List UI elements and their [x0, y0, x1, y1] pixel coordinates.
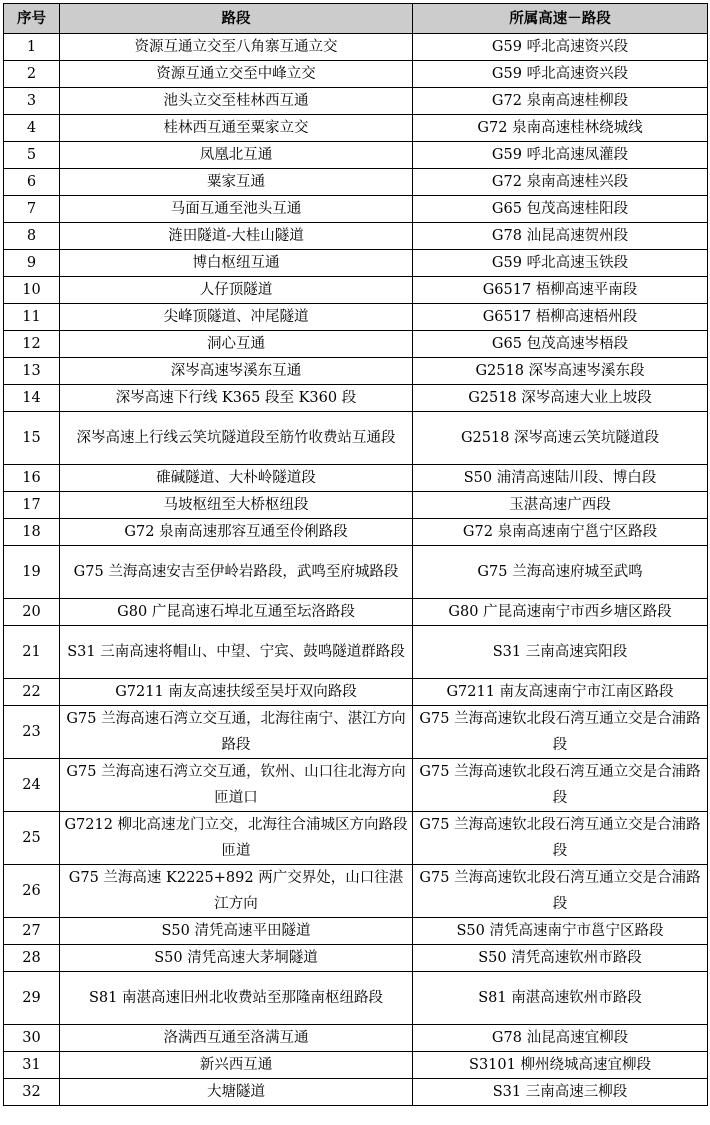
road-section-cell: 粟家互通: [60, 169, 413, 196]
highway-section-cell: S3101 柳州绕城高速宜柳段: [413, 1052, 708, 1079]
serial-number-cell: 4: [4, 115, 60, 142]
table-row: [4, 918, 708, 945]
highway-section-cell: S31 三南高速宾阳段: [413, 626, 708, 679]
road-section-cell: 尖峰顶隧道、冲尾隧道: [60, 304, 413, 331]
table-row: [4, 945, 708, 972]
serial-number-cell: 10: [4, 277, 60, 304]
serial-number-cell: 21: [4, 626, 60, 679]
serial-number-cell: 18: [4, 519, 60, 546]
table-row: [4, 304, 708, 331]
highway-section-cell: S50 清凭高速南宁市邕宁区路段: [413, 918, 708, 945]
road-section-cell: 新兴西互通: [60, 1052, 413, 1079]
serial-number-cell: 9: [4, 250, 60, 277]
serial-number-cell: 27: [4, 918, 60, 945]
table-row: [4, 1025, 708, 1052]
road-sections-table: [3, 3, 708, 1106]
table-row: [4, 972, 708, 1025]
road-section-cell: G72 泉南高速那容互通至伶俐路段: [60, 519, 413, 546]
table-row: [4, 599, 708, 626]
road-section-cell: S50 清凭高速大茅垌隧道: [60, 945, 413, 972]
road-section-cell: G80 广昆高速石埠北互通至坛洛路段: [60, 599, 413, 626]
road-section-cell: 资源互通立交至中峰立交: [60, 61, 413, 88]
serial-number-cell: 32: [4, 1079, 60, 1106]
highway-section-cell: G75 兰海高速钦北段石湾互通立交是合浦路段: [413, 812, 708, 865]
highway-section-cell: G2518 深岑高速大业上坡段: [413, 385, 708, 412]
serial-number-cell: 6: [4, 169, 60, 196]
table-row: [4, 358, 708, 385]
serial-number-cell: 14: [4, 385, 60, 412]
road-section-cell: 深岑高速上行线云笑坑隧道段至筋竹收费站互通段: [60, 412, 413, 465]
header-highway-section: 所属高速－路段: [413, 4, 708, 34]
serial-number-cell: 13: [4, 358, 60, 385]
highway-section-cell: G72 泉南高速桂柳段: [413, 88, 708, 115]
table-row: [4, 1052, 708, 1079]
table-row: [4, 492, 708, 519]
highway-section-cell: G75 兰海高速府城至武鸣: [413, 546, 708, 599]
road-section-cell: G75 兰海高速石湾立交互通，北海往南宁、湛江方向路段: [60, 706, 413, 759]
serial-number-cell: 5: [4, 142, 60, 169]
table-row: [4, 142, 708, 169]
road-section-cell: 碓碱隧道、大朴岭隧道段: [60, 465, 413, 492]
table-row: [4, 385, 708, 412]
serial-number-cell: 31: [4, 1052, 60, 1079]
table-row: [4, 277, 708, 304]
road-section-cell: 凤凰北互通: [60, 142, 413, 169]
road-section-cell: 洞心互通: [60, 331, 413, 358]
highway-section-cell: S50 清凭高速钦州市路段: [413, 945, 708, 972]
serial-number-cell: 20: [4, 599, 60, 626]
table-row: [4, 626, 708, 679]
road-section-cell: 人仔顶隧道: [60, 277, 413, 304]
table-row: [4, 519, 708, 546]
road-section-cell: 深岑高速下行线 K365 段至 K360 段: [60, 385, 413, 412]
highway-section-cell: S50 浦清高速陆川段、博白段: [413, 465, 708, 492]
table-row: [4, 250, 708, 277]
table-row: [4, 169, 708, 196]
highway-section-cell: G75 兰海高速钦北段石湾互通立交是合浦路段: [413, 759, 708, 812]
road-section-cell: 博白枢纽互通: [60, 250, 413, 277]
road-section-cell: G75 兰海高速石湾立交互通，钦州、山口往北海方向匝道口: [60, 759, 413, 812]
highway-section-cell: G6517 梧柳高速梧州段: [413, 304, 708, 331]
road-section-cell: S81 南湛高速旧州北收费站至那隆南枢纽路段: [60, 972, 413, 1025]
highway-section-cell: S31 三南高速三柳段: [413, 1079, 708, 1106]
table-row: [4, 679, 708, 706]
serial-number-cell: 3: [4, 88, 60, 115]
table-row: [4, 34, 708, 61]
serial-number-cell: 30: [4, 1025, 60, 1052]
highway-section-cell: G72 泉南高速桂林绕城线: [413, 115, 708, 142]
road-section-cell: G75 兰海高速安吉至伊岭岩路段，武鸣至府城路段: [60, 546, 413, 599]
highway-section-cell: G7211 南友高速南宁市江南区路段: [413, 679, 708, 706]
serial-number-cell: 17: [4, 492, 60, 519]
table-row: [4, 759, 708, 812]
serial-number-cell: 15: [4, 412, 60, 465]
table-row: [4, 706, 708, 759]
highway-section-cell: G65 包茂高速桂阳段: [413, 196, 708, 223]
highway-section-cell: G72 泉南高速南宁邕宁区路段: [413, 519, 708, 546]
serial-number-cell: 19: [4, 546, 60, 599]
road-section-cell: 马面互通至池头互通: [60, 196, 413, 223]
road-section-cell: 马坡枢纽至大桥枢纽段: [60, 492, 413, 519]
header-serial-number: 序号: [4, 4, 60, 34]
highway-section-cell: G80 广昆高速南宁市西乡塘区路段: [413, 599, 708, 626]
serial-number-cell: 12: [4, 331, 60, 358]
road-section-cell: 桂林西互通至粟家立交: [60, 115, 413, 142]
serial-number-cell: 24: [4, 759, 60, 812]
serial-number-cell: 16: [4, 465, 60, 492]
table-row: [4, 546, 708, 599]
road-section-cell: 涟田隧道-大桂山隧道: [60, 223, 413, 250]
road-section-cell: G75 兰海高速 K2225+892 两广交界处，山口往湛江方向: [60, 865, 413, 918]
highway-section-cell: G6517 梧柳高速平南段: [413, 277, 708, 304]
table-row: [4, 223, 708, 250]
table-row: [4, 331, 708, 358]
road-section-cell: S50 清凭高速平田隧道: [60, 918, 413, 945]
serial-number-cell: 11: [4, 304, 60, 331]
highway-section-cell: 玉湛高速广西段: [413, 492, 708, 519]
road-section-cell: 资源互通立交至八角寨互通立交: [60, 34, 413, 61]
highway-section-cell: G72 泉南高速桂兴段: [413, 169, 708, 196]
highway-section-cell: G65 包茂高速岑梧段: [413, 331, 708, 358]
table-row: [4, 61, 708, 88]
highway-section-cell: G78 汕昆高速宜柳段: [413, 1025, 708, 1052]
table-row: [4, 88, 708, 115]
table-row: [4, 196, 708, 223]
highway-section-cell: G59 呼北高速凤灌段: [413, 142, 708, 169]
serial-number-cell: 28: [4, 945, 60, 972]
road-section-cell: 池头立交至桂林西互通: [60, 88, 413, 115]
highway-section-cell: G59 呼北高速资兴段: [413, 34, 708, 61]
header-road-section: 路段: [60, 4, 413, 34]
table-row: [4, 115, 708, 142]
highway-section-cell: G59 呼北高速玉铁段: [413, 250, 708, 277]
serial-number-cell: 26: [4, 865, 60, 918]
highway-section-cell: G59 呼北高速资兴段: [413, 61, 708, 88]
road-section-cell: 深岑高速岑溪东互通: [60, 358, 413, 385]
table-row: [4, 865, 708, 918]
highway-section-cell: S81 南湛高速钦州市路段: [413, 972, 708, 1025]
highway-section-cell: G75 兰海高速钦北段石湾互通立交是合浦路段: [413, 865, 708, 918]
table-row: [4, 1079, 708, 1106]
serial-number-cell: 2: [4, 61, 60, 88]
serial-number-cell: 8: [4, 223, 60, 250]
road-section-cell: G7212 柳北高速龙门立交，北海往合浦城区方向路段匝道: [60, 812, 413, 865]
highway-section-cell: G75 兰海高速钦北段石湾互通立交是合浦路段: [413, 706, 708, 759]
table-row: [4, 465, 708, 492]
serial-number-cell: 23: [4, 706, 60, 759]
road-section-cell: 洛满西互通至洛满互通: [60, 1025, 413, 1052]
road-section-cell: 大塘隧道: [60, 1079, 413, 1106]
highway-section-cell: G78 汕昆高速贺州段: [413, 223, 708, 250]
highway-section-cell: G2518 深岑高速岑溪东段: [413, 358, 708, 385]
highway-section-cell: G2518 深岑高速云笑坑隧道段: [413, 412, 708, 465]
serial-number-cell: 29: [4, 972, 60, 1025]
serial-number-cell: 22: [4, 679, 60, 706]
table-row: [4, 812, 708, 865]
serial-number-cell: 1: [4, 34, 60, 61]
road-section-cell: G7211 南友高速扶绥至吴圩双向路段: [60, 679, 413, 706]
serial-number-cell: 25: [4, 812, 60, 865]
road-section-cell: S31 三南高速将帽山、中望、宁宾、鼓鸣隧道群路段: [60, 626, 413, 679]
table-row: [4, 412, 708, 465]
table-header-row: [4, 4, 708, 34]
serial-number-cell: 7: [4, 196, 60, 223]
